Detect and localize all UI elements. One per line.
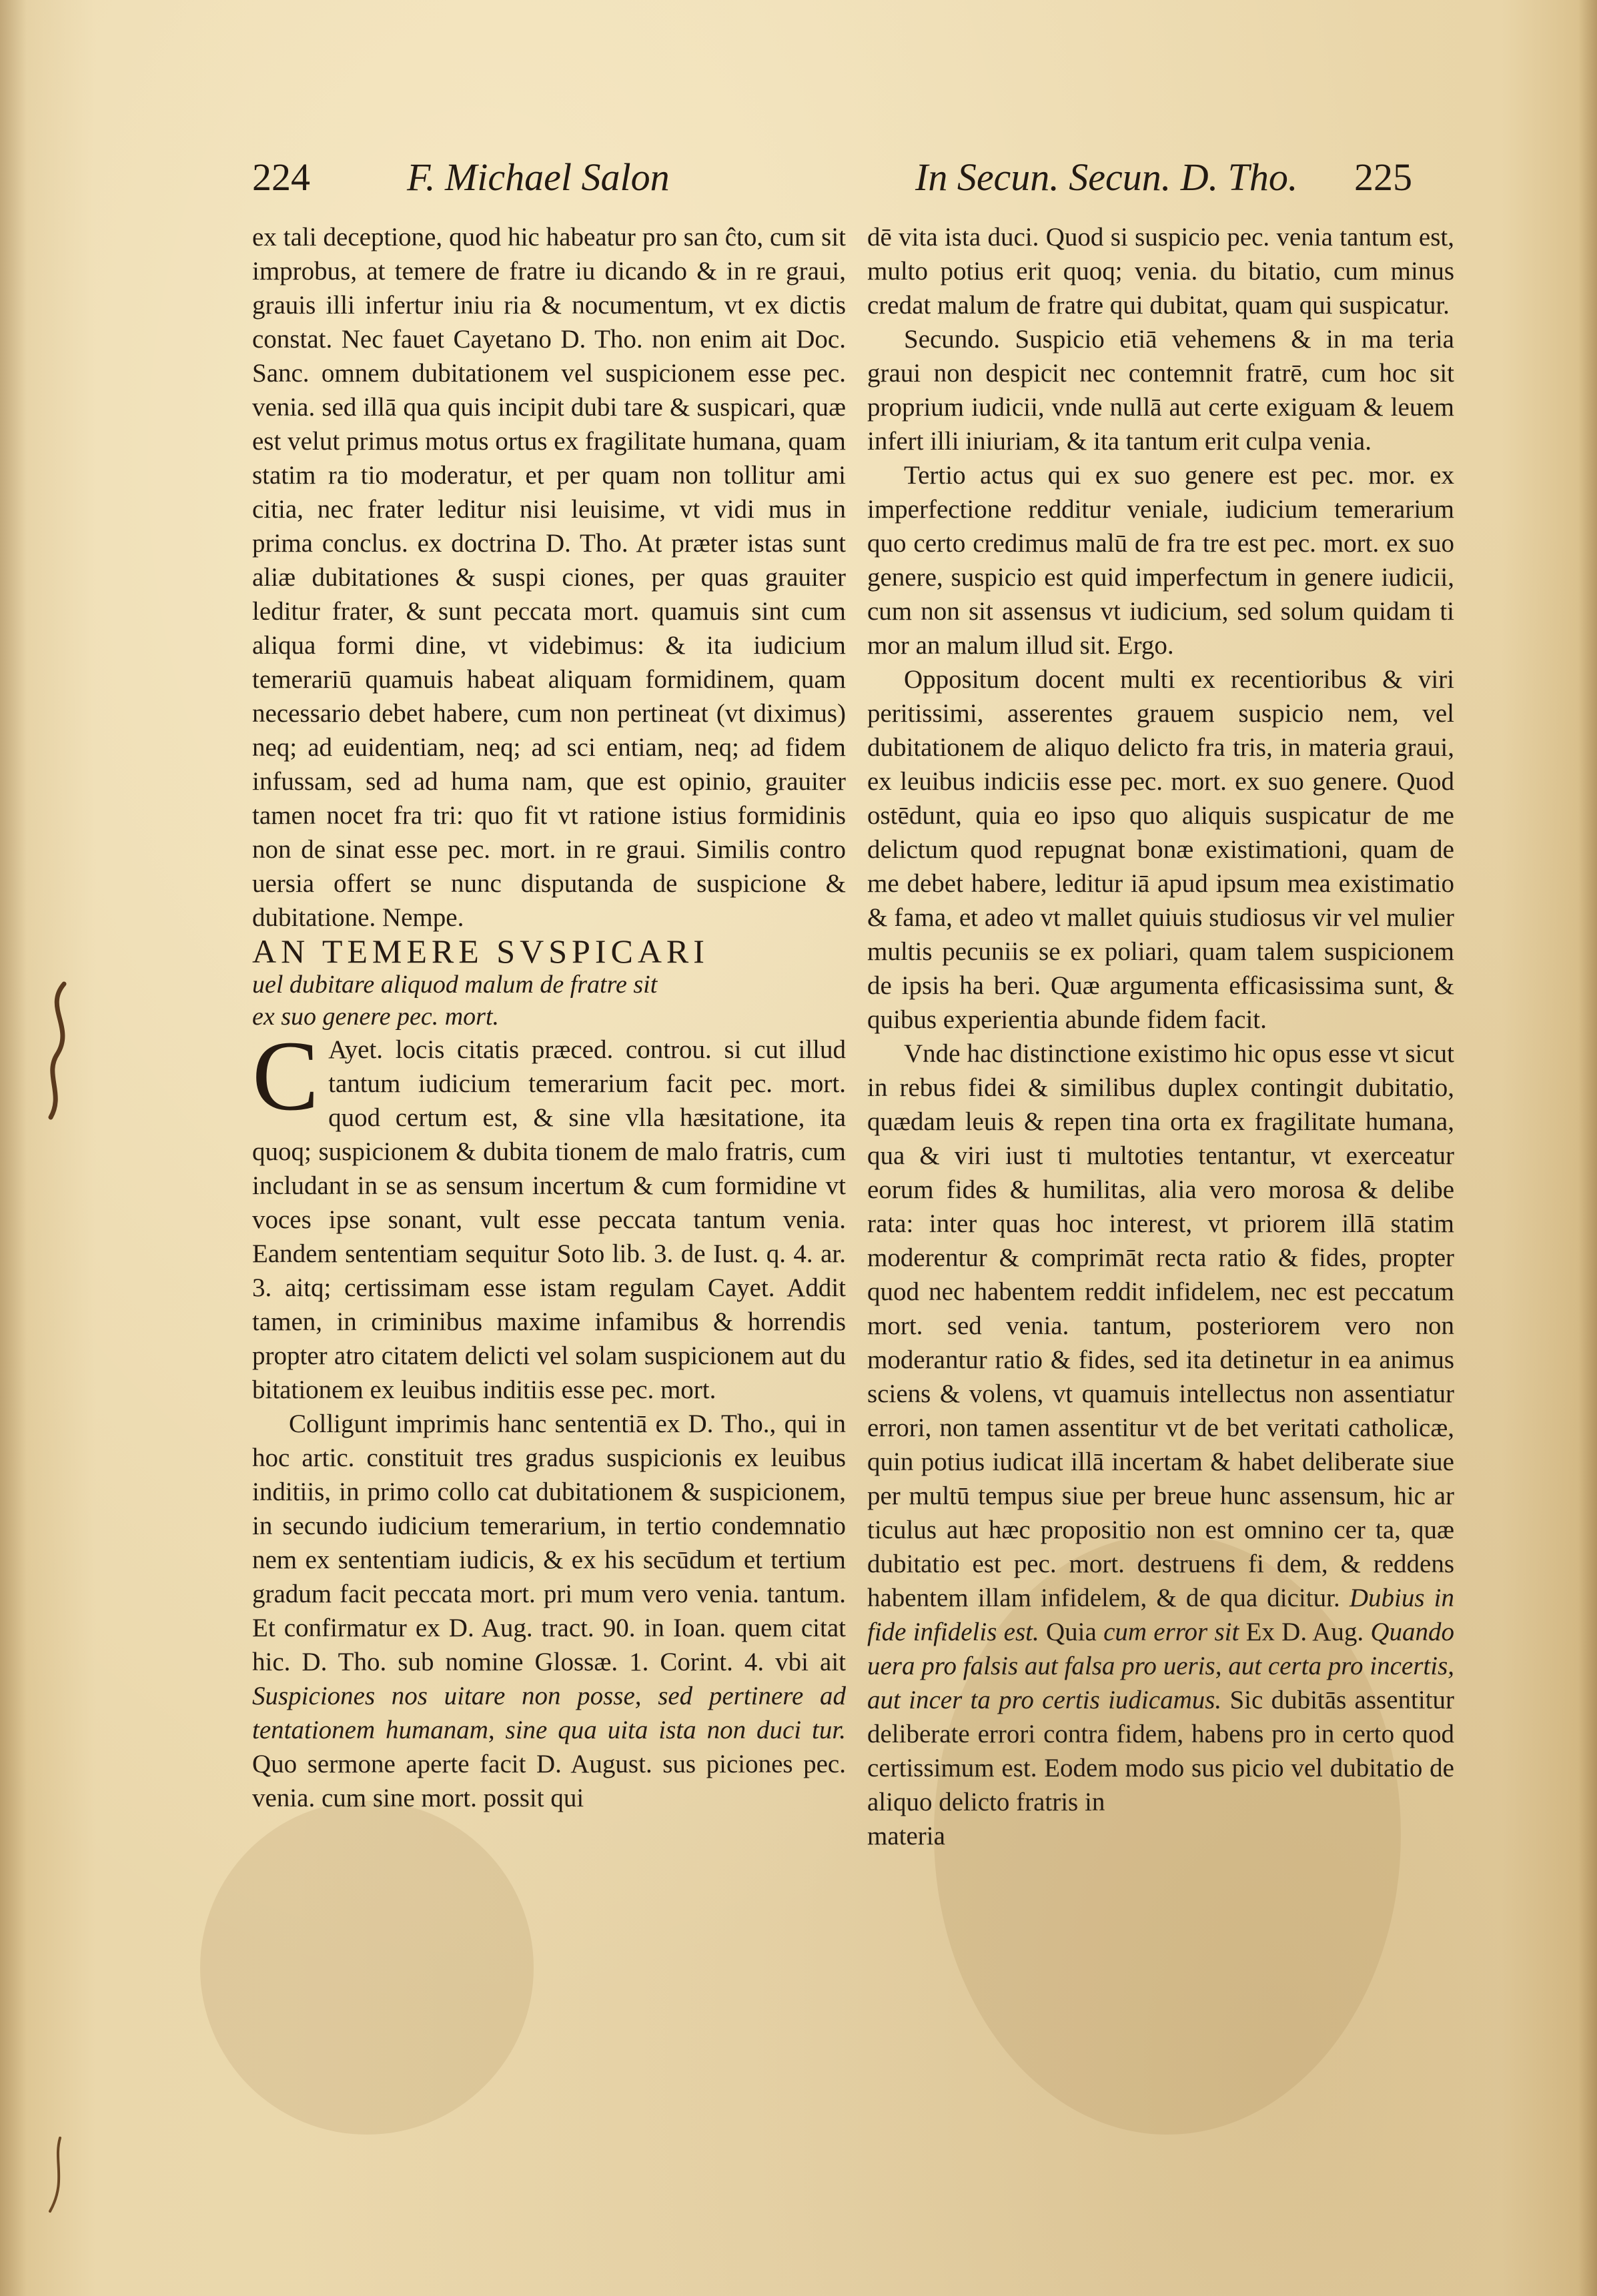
right-paragraph-5-mid: Quia	[1046, 1618, 1097, 1646]
question-subheading-line2: ex suo genere pec. mort.	[252, 1003, 500, 1031]
right-paragraph-1: dē vita ista duci. Quod si suspicio pec. venia tantum est, multo potius erit quoq; venia. du bitatio, cum minus credat malum de fratre qui dubitat, quam qui suspicatur.	[867, 223, 1454, 320]
question-subheading-line1: uel dubitare aliquod malum de fratre sit	[252, 971, 658, 999]
ink-mark-margin	[37, 981, 77, 1121]
right-text-column	[867, 220, 1454, 1853]
right-page-number: 225	[1354, 155, 1412, 199]
drop-capital: C	[252, 1021, 320, 1131]
catchword: materia	[867, 1822, 945, 1850]
left-text-column	[252, 220, 846, 1815]
paper-stain	[200, 1801, 534, 2135]
right-paragraph-5-end: Sic dubitās assentitur deliberate errori contra fidem, habens pro in certo quod certissimum est. Eodem modo sus picio vel dubitatio de aliquo delicto fratris in	[867, 1686, 1454, 1816]
right-paragraph-5-quotation-2: cum error sit	[1103, 1618, 1239, 1646]
right-paragraph-5	[867, 1037, 1454, 1819]
left-paragraph-3-end: Quo sermone aperte facit D. August. sus piciones pec. venia. cum sine mort. possit qui	[252, 1750, 846, 1812]
left-paragraph-2-text: Ayet. locis citatis præced. controu. si cut illud tantum iudicium temerarium facit pec. mort. quod certum est, & sine vlla hæsitatione, ita quoq; suspicionem & dubita tionem de malo fratris, cum includant in se as sensum incertum & cum formidine vt voces ipse sonant, vult esse peccata tantum venia. Eandem sententiam sequitur Soto lib. 3. de Iust. q. 4. ar. 3. aitq; certissimam esse istam regulam Cayet. Addit tamen, in criminibus maxime infamibus & horrendis propter atro citatem delicti vel solam suspicionem aut du bitationem ex leuibus inditiis esse pec. mort.	[252, 1035, 846, 1404]
left-paragraph-3	[252, 1407, 846, 1815]
right-running-title: In Secun. Secun. D. Tho.	[915, 155, 1298, 199]
right-paragraph-5-mid-2: Ex D. Aug.	[1245, 1618, 1364, 1646]
right-paragraph-2: Secundo. Suspicio etiā vehemens & in ma teria graui non despicit nec contemnit fratrē, cum hoc sit proprium iudicii, vnde nullā aut certe exiguam & leuem infert illi iniuriam, & ita tantum erit culpa venia.	[867, 325, 1454, 456]
left-paragraph-1: ex tali deceptione, quod hic habeatur pro san ĉto, cum sit improbus, at temere de fratre iu dicando & in re graui, grauis illi infertur iniu ria & nocumentum, vt ex dictis constat. Nec fauet Cayetano D. Tho. non enim ait Doc. Sanc. omnem dubitationem vel suspicionem esse pec. venia. sed illā qua quis incipit dubi tare & suspicari, quæ est velut primus motus ortus ex fragilitate humana, quam statim ra tio moderatur, et per quam non tollitur ami citia, nec frater leditur nisi leuisime, vt vidi mus in prima conclus. ex doctrina D. Tho. At præter istas sunt aliæ dubitationes & suspi ciones, per quas grauiter leditur frater, & sunt peccata mort. quamuis sint cum aliqua formi dine, vt videbimus: & ita iudicium temerariū quamuis habeat aliquam formidinem, quam necessario debet habere, cum non pertineat (vt diximus) neq; ad euidentiam, neq; ad sci entiam, neq; ad fidem infussam, sed ad huma nam, que est opinio, grauiter tamen nocet fra tri: quo fit vt ratione istius formidinis non de sinat esse pec. mort. in re graui. Similis contro uersia offert se nunc disputanda de suspicione & dubitatione. Nempe.	[252, 223, 846, 932]
left-paragraph-2	[252, 1021, 846, 1407]
left-page-number: 224	[252, 155, 310, 199]
right-paragraph-5-start: Vnde hac distinctione existimo hic opus esse vt sicut in rebus fidei & similibus duplex contingit dubitatio, quædam leuis & repen tina orta ex fragilitate humana, qua & viri iust ti multoties tentantur, vt exerceatur eorum fides & humilitas, alia vero morosa & delibe rata: inter quas hoc interest, vt priorem illā statim moderentur & comprimāt recta ratio & fides, propter quod nec habentem reddit infidelem, nec est peccatum mort. sed venia. tantum, posteriorem vero non moderantur ratio & fides, sed ita detinetur in ea animus sciens & volens, vt quamuis intellectus non assentiatur errori, non tamen assentitur vt de bet veritati catholicæ, quin potius iudicat illā incertam & habet deliberate siue per multū tempus siue per breue hunc assensum, hic ar ticulus aut hæc propositio non est omnino cer ta, quæ dubitatio est pec. mort. destruens fi dem, & reddens habentem illam infidelem, & de qua dicitur.	[867, 1039, 1454, 1612]
right-paragraph-5-quotation-1: Dubius in fide infidelis est.	[867, 1584, 1455, 1646]
left-running-title: F. Michael Salon	[407, 155, 670, 199]
right-paragraph-4: Oppositum docent multi ex recentioribus & viri peritissimi, asserentes grauem suspicio nem, vel dubitationem de aliquo delicto fra tris, in materia graui, ex leuibus indiciis esse pec. mort. ex suo genere. Quod ostēdunt, quia eo ipso quo aliquis suspicatur de me delictum quod repugnat bonæ existimationi, quam de me debet habere, leditur iā apud ipsum mea existimatio & fama, et adeo vt mallet quiuis studiosus vir vel mulier multis pecuniis se ex poliari, quam talem suspicionem de ipsis ha beri. Quæ argumenta efficasissima sunt, & quibus experientia abunde fidem facit.	[867, 665, 1454, 1034]
page-shadow-right	[1578, 0, 1597, 2296]
question-heading: AN TEMERE SVSPICARI	[252, 933, 709, 970]
left-paragraph-3-quotation: Suspiciones nos uitare non posse, sed pertinere ad tentationem humanam, sine qua uita ista non duci tur.	[252, 1682, 846, 1744]
left-paragraph-3-start: Colligunt imprimis hanc sententiā ex D. Tho., qui in hoc artic. constituit tres gradus suspicionis ex leuibus inditiis, in primo collo cat dubitationem & suspicionem, in secundo iudicium temerarium, in tertio condemnatio nem ex sententiam iudicis, & ex his secūdum et tertium gradum facit peccata mort. pri mum vero venia. tantum. Et confirmatur ex D. Aug. tract. 90. in Ioan. quem citat hic. D. Tho. sub nomine Glossæ. 1. Corint. 4. vbi ait	[252, 1409, 846, 1676]
right-paragraph-3: Tertio actus qui ex suo genere est pec. mor. ex imperfectione redditur veniale, iudicium temerarium quo certo credimus malū de fra tre est pec. mort. ex suo genere, suspicio est quid imperfectum in genere iudicii, cum non sit assensus vt iudicium, sed solum quidam ti mor an malum illud sit. Ergo.	[867, 461, 1454, 660]
page-shadow-left	[0, 0, 27, 2296]
right-paragraph-5-quotation-3: Quando uera pro falsis aut falsa pro ueris, aut certa pro incertis, aut incer ta pro certis iudicamus.	[867, 1618, 1455, 1714]
ink-mark-margin-lower	[40, 2135, 73, 2215]
